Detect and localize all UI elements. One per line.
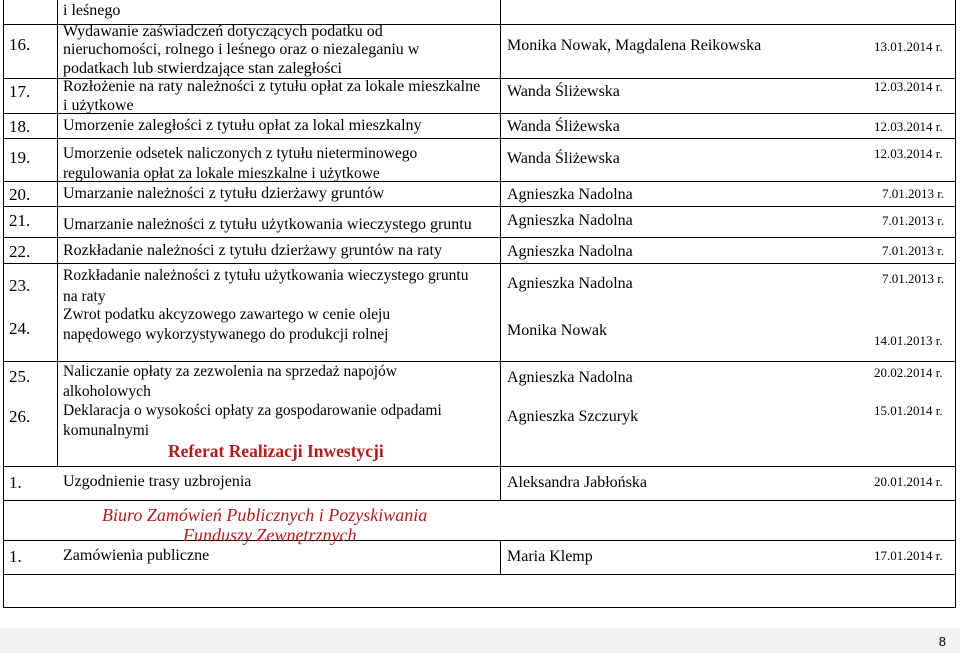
page-number: 8 — [938, 634, 946, 649]
row-person: Agnieszka Szczuryk — [507, 408, 639, 425]
row-person: Monika Nowak, Magdalena Reikowska — [507, 37, 762, 54]
row-desc: napędowego wykorzystywanego do produkcji rolnej — [63, 326, 389, 343]
row-desc: nieruchomości, rolnego i leśnego oraz o niezaleganiu w — [63, 41, 420, 58]
row-person: Agnieszka Nadolna — [507, 186, 633, 203]
row-number: 25. — [9, 367, 31, 386]
row-number: 22. — [9, 242, 31, 261]
row-desc: podatkach lub stwierdzające stan zaległości — [63, 60, 342, 77]
footer-band — [0, 628, 960, 653]
row-desc: alkoholowych — [63, 383, 151, 400]
row-person: Monika Nowak — [507, 322, 607, 339]
row-date: 12.03.2014 r. — [874, 119, 943, 134]
row-date: 14.01.2013 r. — [874, 333, 943, 348]
row-desc: Deklaracja o wysokości opłaty za gospodarowanie odpadami — [63, 402, 442, 419]
row-date: 20.02.2014 r. — [874, 365, 943, 380]
row-desc: Umorzenie zaległości z tytułu opłat za lokal mieszkalny — [63, 117, 422, 134]
row-number: 16. — [9, 35, 31, 54]
row-number: 1. — [9, 473, 22, 492]
row-date: 12.03.2014 r. — [874, 146, 943, 161]
row-number: 20. — [9, 185, 31, 204]
row-desc: i użytkowe — [63, 97, 134, 114]
row-person: Maria Klemp — [507, 548, 593, 565]
row-desc-continuation: i leśnego — [63, 2, 121, 19]
row-person: Aleksandra Jabłońska — [507, 474, 647, 491]
section-title-procurement-line2: Funduszy Zewnętrznych — [183, 525, 357, 545]
row-number: 26. — [9, 407, 31, 426]
row-desc: regulowania opłat za lokale mieszkalne i użytkowe — [63, 165, 380, 182]
row-date: 12.03.2014 r. — [874, 79, 943, 94]
row-date: 7.01.2013 r. — [882, 213, 945, 228]
row-number: 24. — [9, 319, 31, 338]
row-date: 20.01.2014 r. — [874, 474, 943, 489]
row-person: Agnieszka Nadolna — [507, 275, 633, 292]
row-date: 13.01.2014 r. — [874, 39, 943, 54]
row-desc: Zwrot podatku akcyzowego zawartego w cenie oleju — [63, 306, 391, 323]
row-desc: Umarzanie należności z tytułu dzierżawy gruntów — [63, 185, 385, 202]
row-date: 7.01.2013 r. — [882, 186, 945, 201]
row-date: 15.01.2014 r. — [874, 403, 943, 418]
row-date: 7.01.2013 r. — [882, 243, 945, 258]
section-title-investments: Referat Realizacji Inwestycji — [168, 441, 384, 461]
row-number: 18. — [9, 117, 31, 136]
row-person: Wanda Śliżewska — [507, 150, 620, 167]
row-desc: komunalnymi — [63, 422, 150, 439]
row-desc: Umarzanie należności z tytułu użytkowania wieczystego gruntu — [63, 216, 472, 233]
row-desc: Wydawanie zaświadczeń dotyczących podatku od — [63, 23, 383, 40]
row-number: 19. — [9, 148, 31, 167]
row-number: 21. — [9, 211, 31, 230]
row-person: Wanda Śliżewska — [507, 83, 620, 100]
row-desc: Naliczanie opłaty za zezwolenia na sprzedaż napojów — [63, 363, 397, 380]
row-desc: Rozkładanie należności z tytułu użytkowania wieczystego gruntu — [63, 267, 469, 284]
row-desc: Umorzenie odsetek naliczonych z tytułu nieterminowego — [63, 145, 418, 162]
row-desc: na raty — [63, 288, 106, 305]
row-desc: Uzgodnienie trasy uzbrojenia — [63, 473, 252, 490]
section-title-procurement-line1: Biuro Zamówień Publicznych i Pozyskiwania — [102, 505, 428, 525]
row-person: Agnieszka Nadolna — [507, 369, 633, 386]
row-desc: Zamówienia publiczne — [63, 547, 210, 564]
row-number: 1. — [9, 547, 22, 566]
row-date: 17.01.2014 r. — [874, 548, 943, 563]
row-number: 17. — [9, 82, 31, 101]
row-desc: Rozkładanie należności z tytułu dzierżawy gruntów na raty — [63, 242, 442, 259]
row-date: 7.01.2013 r. — [882, 271, 945, 286]
row-person: Agnieszka Nadolna — [507, 212, 633, 229]
row-person: Agnieszka Nadolna — [507, 243, 633, 260]
row-number: 23. — [9, 276, 31, 295]
row-desc: Rozłożenie na raty należności z tytułu opłat za lokale mieszkalne — [63, 78, 481, 95]
row-person: Wanda Śliżewska — [507, 118, 620, 135]
